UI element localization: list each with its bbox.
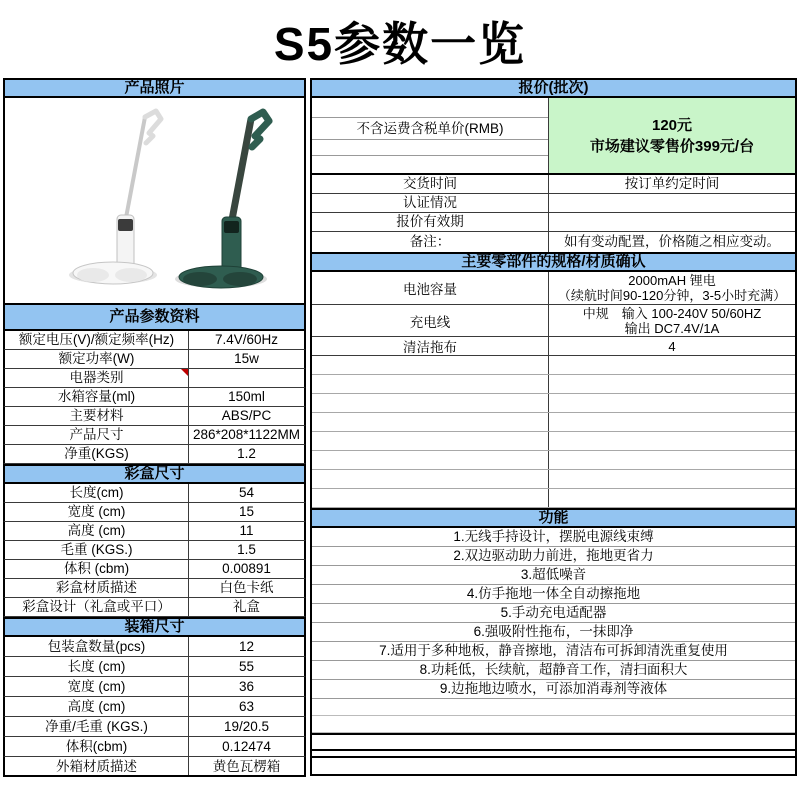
- quote-row-label: 报价有效期: [312, 213, 549, 231]
- part-value-line1: 2000mAH 锂电: [628, 273, 716, 288]
- params-section-header: 产品参数资料: [3, 303, 306, 331]
- table-row: [3, 331, 306, 350]
- empty-cell: [312, 140, 548, 156]
- quote-section-header: 报价(批次): [312, 78, 795, 98]
- param-label: 额定电压(V)/额定频率(Hz): [5, 331, 189, 349]
- param-label: 外箱材质描述: [5, 757, 189, 775]
- left-panel: [3, 78, 306, 777]
- param-value: 黄色瓦楞箱: [212, 759, 281, 774]
- table-row: [3, 426, 306, 445]
- param-value: 150ml: [228, 389, 265, 404]
- empty-cell: [312, 98, 548, 118]
- param-label: 高度 (cm): [5, 697, 189, 716]
- empty-bordered-row: [312, 733, 795, 751]
- table-row: [3, 541, 306, 560]
- param-label: 长度(cm): [5, 484, 189, 502]
- param-label: 彩盒设计（礼盒或平口）: [5, 598, 189, 616]
- carton-section-header: 装箱尺寸: [3, 617, 306, 637]
- param-value: ABS/PC: [221, 408, 272, 423]
- feature-item: 6.强吸附性拖布，一抹即净: [312, 623, 795, 642]
- product-photo: [3, 98, 306, 303]
- table-row: [3, 737, 306, 757]
- colorbox-section-header: 彩盒尺寸: [3, 464, 306, 484]
- quote-row-label: 备注：: [312, 232, 549, 252]
- carton-table: [3, 637, 306, 777]
- param-label: 包装盒数量(pcs): [5, 637, 189, 656]
- param-label: 宽度 (cm): [5, 503, 189, 521]
- part-value: [549, 305, 795, 336]
- param-label: 产品尺寸: [5, 426, 189, 444]
- param-label: 体积(cbm): [5, 737, 189, 756]
- empty-row: [312, 489, 795, 508]
- quote-row-value: [549, 213, 795, 231]
- table-row: [3, 717, 306, 737]
- param-label: [5, 369, 189, 387]
- part-value-line2: 输出 DC7.4V/1A: [624, 320, 720, 336]
- empty-cell: [312, 156, 548, 173]
- table-row: [3, 503, 306, 522]
- params-table: [3, 331, 306, 464]
- table-row: [3, 697, 306, 717]
- param-value: 1.5: [237, 542, 256, 557]
- param-value: 286*208*1122MM: [192, 427, 301, 442]
- param-value: 63: [238, 699, 255, 714]
- part-value-line2: （续航时间90-120分钟，3-5小时充满）: [557, 288, 787, 303]
- feature-item: 9.边拖地边喷水，可添加消毒剂等液体: [312, 680, 795, 699]
- table-row: [3, 657, 306, 677]
- param-value: 54: [238, 485, 255, 500]
- param-value: 白色卡纸: [219, 580, 274, 595]
- part-value-line1: 中规 输入 100-240V 50/60HZ: [582, 305, 762, 321]
- table-row: [3, 407, 306, 426]
- empty-row: [312, 699, 795, 716]
- quote-row-label: 认证情况: [312, 194, 549, 212]
- part-value: [549, 272, 795, 304]
- table-row: [3, 522, 306, 541]
- features-section-header: 功能: [312, 508, 795, 528]
- table-row: [312, 194, 795, 213]
- table-row: [312, 337, 795, 356]
- part-value: [549, 337, 795, 355]
- table-row: [3, 757, 306, 777]
- unit-price: 120元: [651, 116, 693, 134]
- table-row: [312, 272, 795, 305]
- empty-row: [312, 356, 795, 375]
- param-label: 额定功率(W): [5, 350, 189, 368]
- feature-item: 8.功耗低，长续航，超静音工作，清扫面积大: [312, 661, 795, 680]
- part-label: 电池容量: [312, 272, 549, 304]
- param-value: 7.4V/60Hz: [214, 332, 279, 347]
- param-label: 宽度 (cm): [5, 677, 189, 696]
- table-row: [312, 213, 795, 232]
- empty-row: [312, 394, 795, 413]
- param-label: 高度 (cm): [5, 522, 189, 540]
- content-panels: [0, 78, 800, 777]
- param-value: 36: [238, 679, 255, 694]
- param-label: 主要材料: [5, 407, 189, 425]
- param-value: [189, 369, 304, 387]
- part-label: 清洁拖布: [312, 337, 549, 355]
- empty-row: [312, 470, 795, 489]
- empty-row: [312, 716, 795, 733]
- param-value: 0.00891: [222, 561, 271, 576]
- param-label: 长度 (cm): [5, 657, 189, 676]
- feature-item: 5.手动充电适配器: [312, 604, 795, 623]
- suggested-retail-price: 市场建议零售价399元/台: [589, 137, 755, 155]
- feature-item: 1.无线手持设计，摆脱电源线束缚: [312, 528, 795, 547]
- table-row: [3, 598, 306, 617]
- param-value: 19/20.5: [223, 719, 270, 734]
- table-row: [3, 560, 306, 579]
- param-label-text: 电器类别: [69, 370, 124, 385]
- parts-section-header: 主要零部件的规格/材质确认: [312, 252, 795, 272]
- table-row: [3, 484, 306, 503]
- photo-section-header: 产品照片: [3, 78, 306, 98]
- table-row: [3, 388, 306, 407]
- param-label: 净重(KGS): [5, 445, 189, 463]
- quote-row-value: [549, 194, 795, 212]
- spray-mop-illustration: [25, 103, 285, 298]
- empty-row: [312, 451, 795, 470]
- param-label: 水箱容量(ml): [5, 388, 189, 406]
- right-panel: [310, 78, 797, 776]
- param-value: 15: [238, 504, 255, 519]
- table-row: [3, 445, 306, 464]
- comment-marker-icon: [181, 369, 188, 376]
- param-label: 彩盒材质描述: [5, 579, 189, 597]
- table-row: [312, 232, 795, 252]
- table-row: [312, 175, 795, 194]
- table-row: [3, 369, 306, 388]
- param-label: 净重/毛重 (KGS.): [5, 717, 189, 736]
- quote-row-label: 交货时间: [312, 175, 549, 193]
- feature-item: 4.仿手拖地一体全自动擦拖地: [312, 585, 795, 604]
- empty-row: [312, 432, 795, 451]
- price-highlight-cell: [549, 98, 795, 173]
- feature-item: 3.超低噪音: [312, 566, 795, 585]
- empty-row: [312, 413, 795, 432]
- features-list: [312, 528, 795, 699]
- price-label: 不含运费含税单价(RMB): [312, 118, 548, 140]
- feature-item: 2.双边驱动助力前进，拖地更省力: [312, 547, 795, 566]
- param-value: 1.2: [237, 446, 256, 461]
- feature-item: 7.适用于多种地板，静音擦地，清洁布可拆卸清洗重复使用: [312, 642, 795, 661]
- colorbox-table: [3, 484, 306, 617]
- empty-rows-block: [312, 356, 795, 508]
- param-label: 体积 (cbm): [5, 560, 189, 578]
- param-value: 15w: [234, 351, 259, 366]
- part-label: 充电线: [312, 305, 549, 336]
- param-value: 55: [238, 659, 255, 674]
- param-value: 0.12474: [222, 739, 271, 754]
- param-label: 毛重 (KGS.): [5, 541, 189, 559]
- quote-price-block: [312, 98, 795, 175]
- table-row: [312, 305, 795, 337]
- page-title: S5参数一览: [273, 18, 527, 70]
- quote-row-value: 按订单约定时间: [624, 176, 720, 191]
- param-value: 礼盒: [233, 599, 260, 614]
- param-value: 12: [238, 639, 255, 654]
- param-value: 11: [239, 523, 254, 538]
- quote-row-value: 如有变动配置，价格随之相应变动。: [564, 234, 780, 249]
- quote-label-column: [312, 98, 549, 173]
- table-row: [3, 637, 306, 657]
- table-row: [3, 677, 306, 697]
- empty-bordered-row: [312, 756, 795, 776]
- table-row: [3, 579, 306, 598]
- part-value-line1: 4: [668, 338, 676, 354]
- empty-row: [312, 375, 795, 394]
- table-row: [3, 350, 306, 369]
